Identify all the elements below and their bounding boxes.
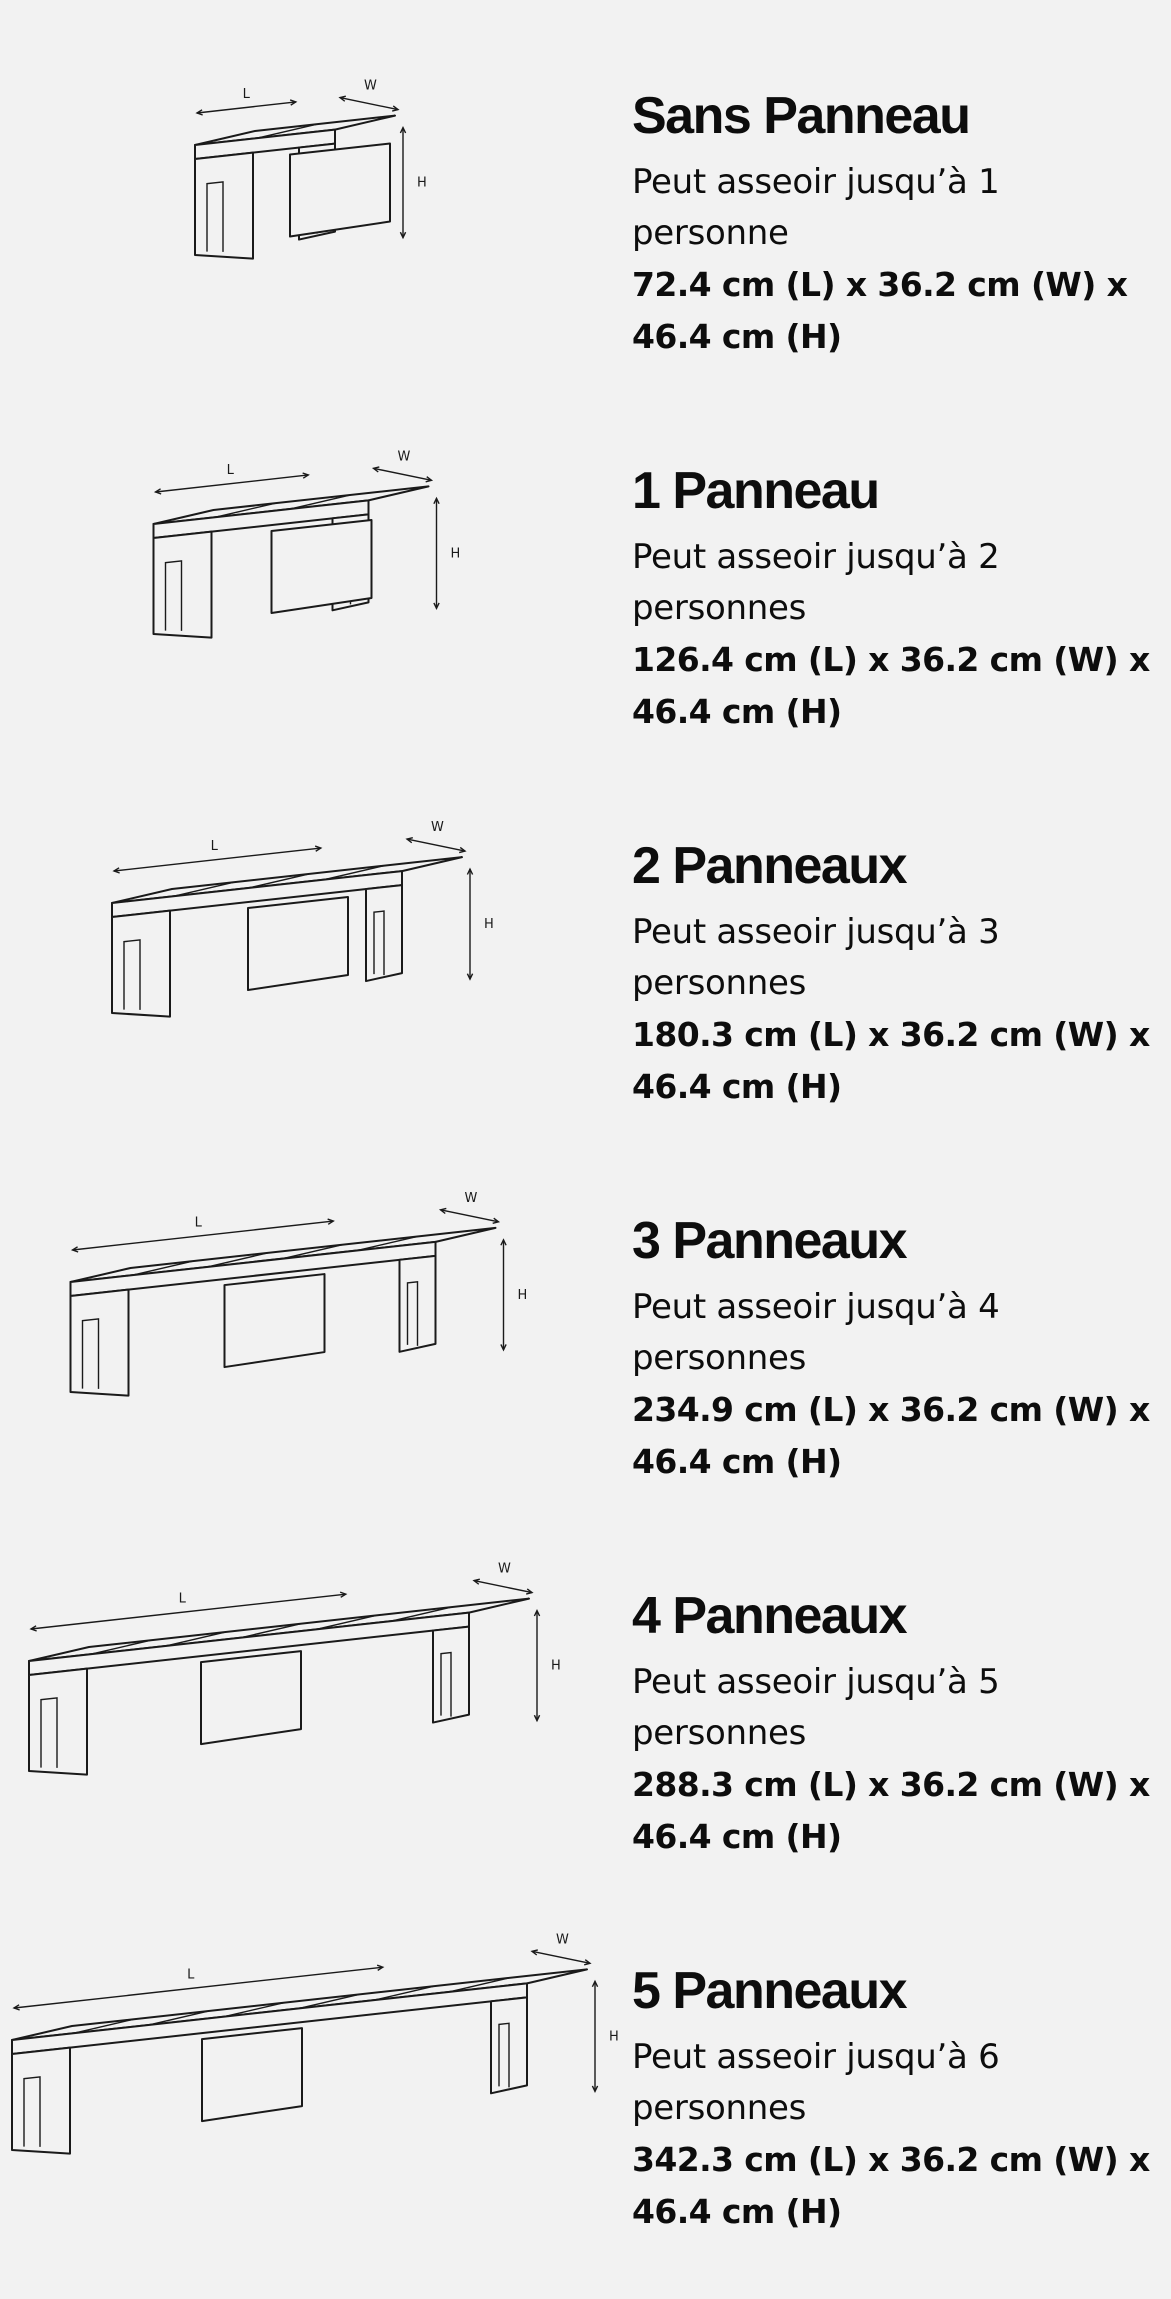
variant-info	[632, 835, 1152, 1113]
length-arrow	[197, 102, 296, 113]
storage-box	[225, 1274, 325, 1367]
width-label: W	[498, 1561, 511, 1577]
left-leg	[12, 2048, 70, 2154]
storage-box	[201, 1651, 301, 1744]
length-label: L	[210, 839, 218, 855]
dimensions: 288.3 cm (L) x 36.2 cm (W) x 46.4 cm (H)	[632, 1765, 1150, 1856]
width-label: W	[397, 449, 411, 465]
variant-row	[0, 1500, 1171, 1875]
storage-box	[272, 520, 372, 613]
dimensions: 72.4 cm (L) x 36.2 cm (W) x 46.4 cm (H)	[632, 265, 1128, 356]
table-illustration	[0, 750, 610, 1125]
variant-title: 1 Panneau	[632, 462, 879, 520]
variant-title: Sans Panneau	[632, 87, 970, 145]
table-drawing	[0, 1500, 610, 1875]
width-arrow	[374, 468, 432, 480]
seating-capacity: Peut asseoir jusqu’à 2 personnes	[632, 537, 1000, 628]
table-drawing	[0, 1875, 619, 2250]
dimensions: 342.3 cm (L) x 36.2 cm (W) x 46.4 cm (H)	[632, 2140, 1150, 2231]
height-label: H	[450, 546, 461, 562]
variant-row	[0, 750, 1171, 1125]
seating-capacity: Peut asseoir jusqu’à 3 personnes	[632, 912, 1000, 1003]
variant-row	[0, 1125, 1171, 1500]
table-drawing	[0, 0, 610, 375]
width-arrow	[441, 1210, 499, 1222]
width-arrow	[532, 1951, 590, 1963]
table-illustration	[0, 0, 610, 375]
variant-row	[0, 375, 1171, 750]
seating-capacity: Peut asseoir jusqu’à 6 personnes	[632, 2037, 1000, 2128]
width-label: W	[556, 1932, 569, 1948]
storage-box	[248, 897, 348, 990]
table-illustration	[0, 1500, 610, 1875]
storage-box	[202, 2028, 302, 2121]
variant-title: 2 Panneaux	[632, 837, 907, 895]
width-arrow	[474, 1581, 532, 1593]
length-label: L	[187, 1967, 195, 1983]
width-arrow	[340, 98, 398, 110]
variant-info	[632, 85, 1152, 363]
left-leg	[71, 1290, 129, 1396]
dimensions: 234.9 cm (L) x 36.2 cm (W) x 46.4 cm (H)	[632, 1390, 1150, 1481]
table-illustration	[0, 375, 610, 750]
height-label: H	[517, 1287, 528, 1303]
width-label: W	[464, 1190, 478, 1206]
table-drawing	[0, 750, 610, 1125]
length-label: L	[194, 1215, 202, 1231]
length-label: L	[178, 1591, 186, 1607]
dimensions: 126.4 cm (L) x 36.2 cm (W) x 46.4 cm (H)	[632, 640, 1150, 731]
seating-capacity: Peut asseoir jusqu’à 1 personne	[632, 162, 1000, 253]
variant-title: 4 Panneaux	[632, 1587, 907, 1645]
height-label: H	[417, 175, 427, 191]
length-arrow	[73, 1221, 334, 1250]
dimensions: 180.3 cm (L) x 36.2 cm (W) x 46.4 cm (H)	[632, 1015, 1150, 1106]
width-label: W	[431, 820, 444, 836]
variant-info	[632, 1210, 1152, 1488]
width-arrow	[407, 839, 465, 851]
variant-title: 3 Panneaux	[632, 1212, 907, 1270]
table-drawing	[0, 375, 610, 750]
seating-capacity: Peut asseoir jusqu’à 4 personnes	[632, 1287, 1000, 1378]
variant-title: 5 Panneaux	[632, 1962, 907, 2020]
height-label: H	[551, 1658, 561, 1674]
table-drawing	[0, 1125, 610, 1500]
variant-info	[632, 1960, 1152, 2238]
left-leg	[29, 1669, 87, 1775]
table-illustration	[0, 1125, 610, 1500]
height-label: H	[609, 2029, 619, 2045]
height-label: H	[484, 917, 494, 933]
variant-row	[0, 0, 1171, 375]
left-leg	[154, 532, 212, 638]
left-leg	[195, 153, 253, 259]
width-label: W	[364, 78, 377, 94]
length-label: L	[242, 86, 250, 102]
table-illustration	[0, 1875, 619, 2250]
length-label: L	[226, 462, 234, 478]
storage-box	[290, 144, 390, 237]
left-leg	[112, 911, 170, 1017]
variant-info	[632, 1585, 1152, 1863]
variant-info	[632, 460, 1152, 738]
variant-row	[0, 1875, 1171, 2250]
seating-capacity: Peut asseoir jusqu’à 5 personnes	[632, 1662, 1000, 1753]
